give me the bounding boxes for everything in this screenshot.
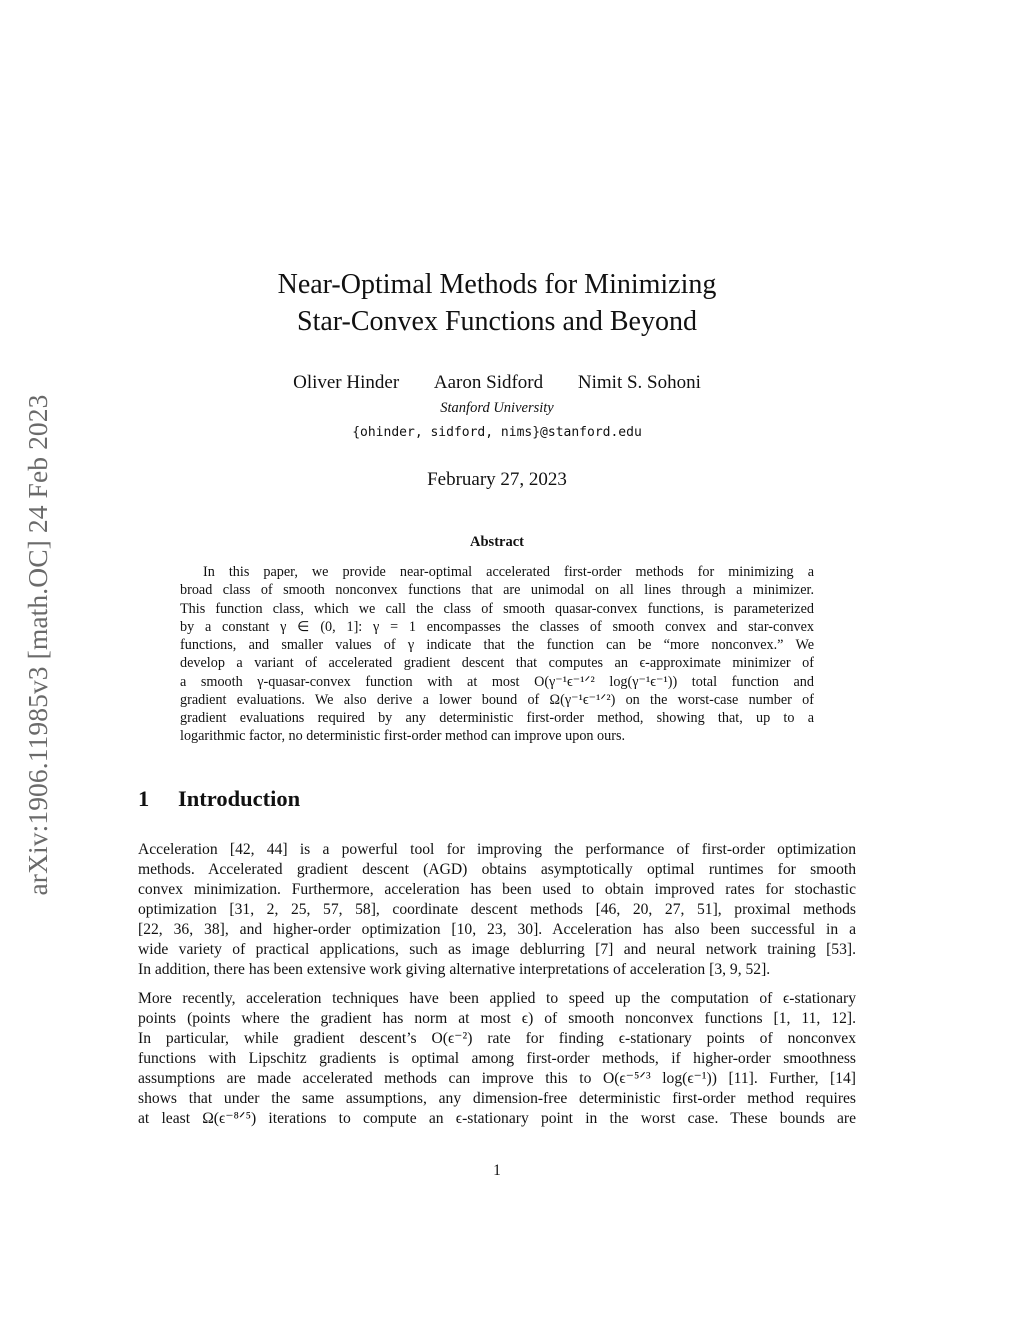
affiliation: Stanford University xyxy=(440,400,554,416)
body-line: Acceleration [42, 44] is a powerful tool for improving the performance of first-order optimization xyxy=(138,841,856,858)
body-line: points (points where the gradient has norm at most ϵ) of smooth nonconvex functions [1, 11, 12]. xyxy=(138,1010,856,1027)
abstract-line: develop a variant of accelerated gradient descent that computes an ϵ-approximate minimizer of xyxy=(180,655,814,672)
author-name: Oliver Hinder xyxy=(293,372,400,393)
body-line: In addition, there has been extensive work giving alternative interpretations of acceleration [3, 9, 52]. xyxy=(138,961,771,978)
author-name: Aaron Sidford xyxy=(433,372,544,393)
page-number: 1 xyxy=(493,1162,501,1179)
body-line: methods. Accelerated gradient descent (AGD) obtains asymptotically optimal runtimes for smooth xyxy=(138,861,856,878)
author-email[interactable]: {ohinder, sidford, nims}@stanford.edu xyxy=(352,425,642,440)
author-list xyxy=(180,371,814,395)
section-heading xyxy=(138,786,300,812)
intro-paragraph-2 xyxy=(138,989,856,1129)
body-line: More recently, acceleration techniques have been applied to speed up the computation of ϵ-stationary xyxy=(138,990,856,1007)
body-line: wide variety of practical applications, such as image deblurring [7] and neural network training [53]. xyxy=(138,941,856,958)
abstract-body xyxy=(180,563,814,746)
abstract-line: by a constant γ ∈ (0, 1]: γ = 1 encompasses the classes of smooth convex and star-convex xyxy=(180,618,814,635)
body-line: [22, 36, 38], and higher-order optimization [10, 23, 30]. Acceleration has also been successful in a xyxy=(138,921,856,938)
abstract-line: This function class, which we call the class of smooth quasar-convex functions, is parameterized xyxy=(180,600,814,617)
abstract-line: broad class of smooth nonconvex functions that are unimodal on all lines through a minimizer. xyxy=(180,582,814,599)
intro-paragraph-1 xyxy=(138,840,856,980)
abstract-line: functions, and smaller values of γ indicate that the function can be “more nonconvex.” We xyxy=(180,637,814,653)
title-line-2: Star-Convex Functions and Beyond xyxy=(297,306,697,337)
author-name: Nimit S. Sohoni xyxy=(577,372,701,393)
body-line: shows that under the same assumptions, any dimension-free deterministic first-order method requires xyxy=(138,1090,856,1107)
body-line: convex minimization. Furthermore, acceleration has been used to obtain improved rates for stochastic xyxy=(138,881,856,898)
section-title: Introduction xyxy=(178,786,301,811)
abstract-line: logarithmic factor, no deterministic first-order method can improve upon ours. xyxy=(180,728,626,745)
body-line: at least Ω(ϵ⁻⁸ᐟ⁵) iterations to compute an ϵ-stationary point in the worst case. These bounds are xyxy=(138,1110,856,1127)
arxiv-stamp xyxy=(10,330,66,960)
body-line: functions with Lipschitz gradients is optimal among first-order methods, if higher-order smoothness xyxy=(138,1050,856,1067)
arxiv-stamp-text: arXiv:1906.11985v3 [math.OC] 24 Feb 2023 xyxy=(22,394,53,896)
abstract-line: a smooth γ-quasar-convex function with at most O(γ⁻¹ϵ⁻¹ᐟ² log(γ⁻¹ϵ⁻¹)) total function and xyxy=(180,673,814,690)
paper-date: February 27, 2023 xyxy=(427,469,567,490)
body-line: optimization [31, 2, 25, 57, 58], coordinate descent methods [46, 20, 27, 51], proximal methods xyxy=(138,901,856,918)
abstract-heading: Abstract xyxy=(470,534,524,550)
title-line-1: Near-Optimal Methods for Minimizing xyxy=(277,269,717,300)
paper-title xyxy=(180,266,814,340)
abstract-line: In this paper, we provide near-optimal accelerated first-order methods for minimizing a xyxy=(203,564,814,580)
section-number: 1 xyxy=(138,786,150,811)
body-line: assumptions are made accelerated methods can improve this to O(ϵ⁻⁵ᐟ³ log(ϵ⁻¹)) [11]. Further, [14] xyxy=(138,1070,856,1087)
body-line: In particular, while gradient descent’s O(ϵ⁻²) rate for finding ϵ-stationary points of nonconvex xyxy=(138,1030,856,1047)
abstract-line: gradient evaluations required by any deterministic first-order method, showing that, up to a xyxy=(180,710,814,726)
abstract-line: gradient evaluations. We also derive a lower bound of Ω(γ⁻¹ϵ⁻¹ᐟ²) on the worst-case number of xyxy=(180,691,814,708)
